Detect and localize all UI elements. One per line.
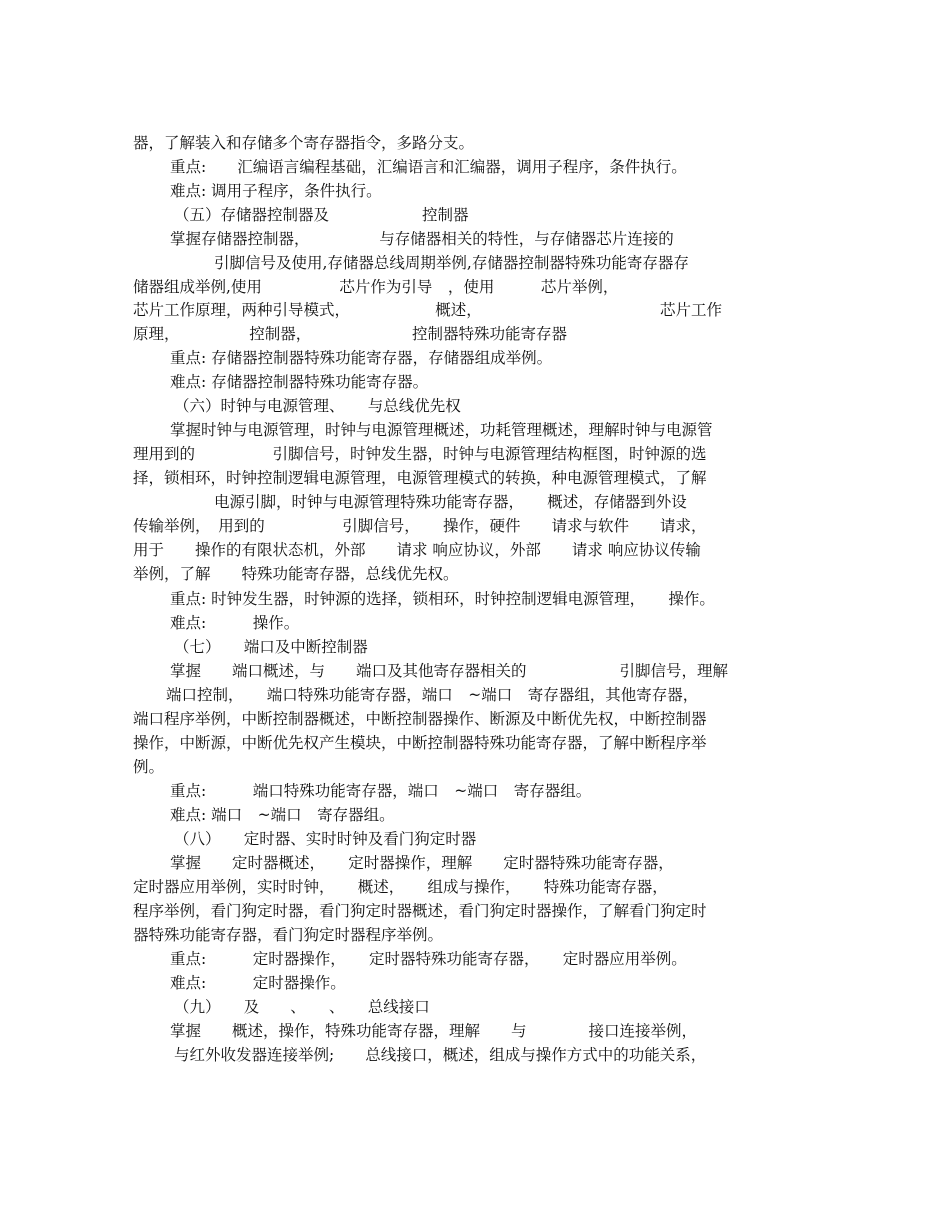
text-line: 引脚信号及使用,存储器总线周期举例,存储器控制器特殊功能寄存器存 xyxy=(214,254,689,272)
text-line: 器特殊功能寄存器，看门狗定时器程序举例。 xyxy=(133,926,444,944)
text-line: 芯片工作原理，两种引导模式， 概述， 芯片工作 xyxy=(133,301,723,319)
text-line: 重点: 时钟发生器，时钟源的选择，锁相环，时钟控制逻辑电源管理， 操作。 xyxy=(170,590,715,608)
text-line: 程序举例，看门狗定时器，看门狗定时器概述，看门狗定时器操作，了解看门狗定时 xyxy=(133,902,707,920)
text-line: 端口程序举例，中断控制器概述，中断控制器操作、断源及中断优先权，中断控制器 xyxy=(133,710,707,728)
text-line: 掌握 概述，操作，特殊功能寄存器，理解 与 接口连接举例， xyxy=(170,1022,698,1040)
text-line: 举例，了解 特殊功能寄存器，总线优先权。 xyxy=(133,565,459,583)
text-line: 原理， 控制器， 控制器特殊功能寄存器 xyxy=(133,325,568,343)
text-line: 难点: 操作。 xyxy=(170,614,300,632)
text-line: 与红外收发器连接举例; 总线接口，概述，组成与操作方式中的功能关系， xyxy=(174,1046,707,1064)
text-line: 电源引脚，时钟与电源管理特殊功能寄存器， 概述，存储器到外设 xyxy=(214,493,687,511)
text-line: 器，了解装入和存储多个寄存器指令，多路分支。 xyxy=(133,134,475,152)
text-line: 难点: 调用子程序，条件执行。 xyxy=(170,182,382,200)
text-line: 掌握时钟与电源管理，时钟与电源管理概述，功耗管理概述，理解时钟与电源管 xyxy=(170,421,713,439)
text-line: 掌握 端口概述，与 端口及其他寄存器相关的 引脚信号，理解 xyxy=(170,662,729,680)
text-line: 传输举例， 用到的 引脚信号， 操作，硬件 请求与软件 请求， xyxy=(133,517,707,535)
text-line: 操作，中断源，中断优先权产生模块，中断控制器特殊功能寄存器，了解中断程序举 xyxy=(133,734,707,752)
text-line: 掌握存储器控制器， 与存储器相关的特性，与存储器芯片连接的 xyxy=(170,230,674,248)
text-line: 重点: 端口特殊功能寄存器，端口 ~端口 寄存器组。 xyxy=(170,782,592,800)
text-line: 用于 操作的有限状态机，外部 请求 响应协议，外部 请求 响应协议传输 xyxy=(133,541,701,559)
text-line: （五）存储器控制器及 控制器 xyxy=(174,206,469,224)
text-line: 难点: 端口 ~端口 寄存器组。 xyxy=(170,806,395,824)
text-line: 例。 xyxy=(133,758,165,776)
text-line: （九） 及 、 、 总线接口 xyxy=(174,998,430,1016)
text-line: 掌握 定时器概述， 定时器操作，理解 定时器特殊功能寄存器， xyxy=(170,854,674,872)
text-line: （八） 定时器、实时时钟及看门狗定时器 xyxy=(174,830,477,848)
text-line: 定时器应用举例，实时时钟， 概述， 组成与操作， 特殊功能寄存器， xyxy=(133,878,668,896)
text-line: 重点: 定时器操作， 定时器特殊功能寄存器， 定时器应用举例。 xyxy=(170,950,687,968)
text-line: 择，锁相环，时钟控制逻辑电源管理，电源管理模式的转换，种电源管理模式，了解 xyxy=(133,469,707,487)
text-line: 储器组成举例,使用 芯片作为引导 ，使用 芯片举例， xyxy=(133,278,619,296)
text-line: 重点: 存储器控制器特殊功能寄存器，存储器组成举例。 xyxy=(170,349,553,367)
text-line: 重点: 汇编语言编程基础，汇编语言和汇编器，调用子程序，条件执行。 xyxy=(170,158,687,176)
text-line: （七） 端口及中断控制器 xyxy=(174,638,368,656)
text-line: 端口控制， 端口特殊功能寄存器，端口 ~端口 寄存器组，其他寄存器， xyxy=(166,686,699,704)
text-line: 难点: 存储器控制器特殊功能寄存器。 xyxy=(170,373,429,391)
text-line: 难点: 定时器操作。 xyxy=(170,974,346,992)
text-line: （六）时钟与电源管理、 与总线优先权 xyxy=(174,397,461,415)
text-line: 理用到的 引脚信号，时钟发生器，时钟与电源管理结构框图，时钟源的选 xyxy=(133,445,707,463)
